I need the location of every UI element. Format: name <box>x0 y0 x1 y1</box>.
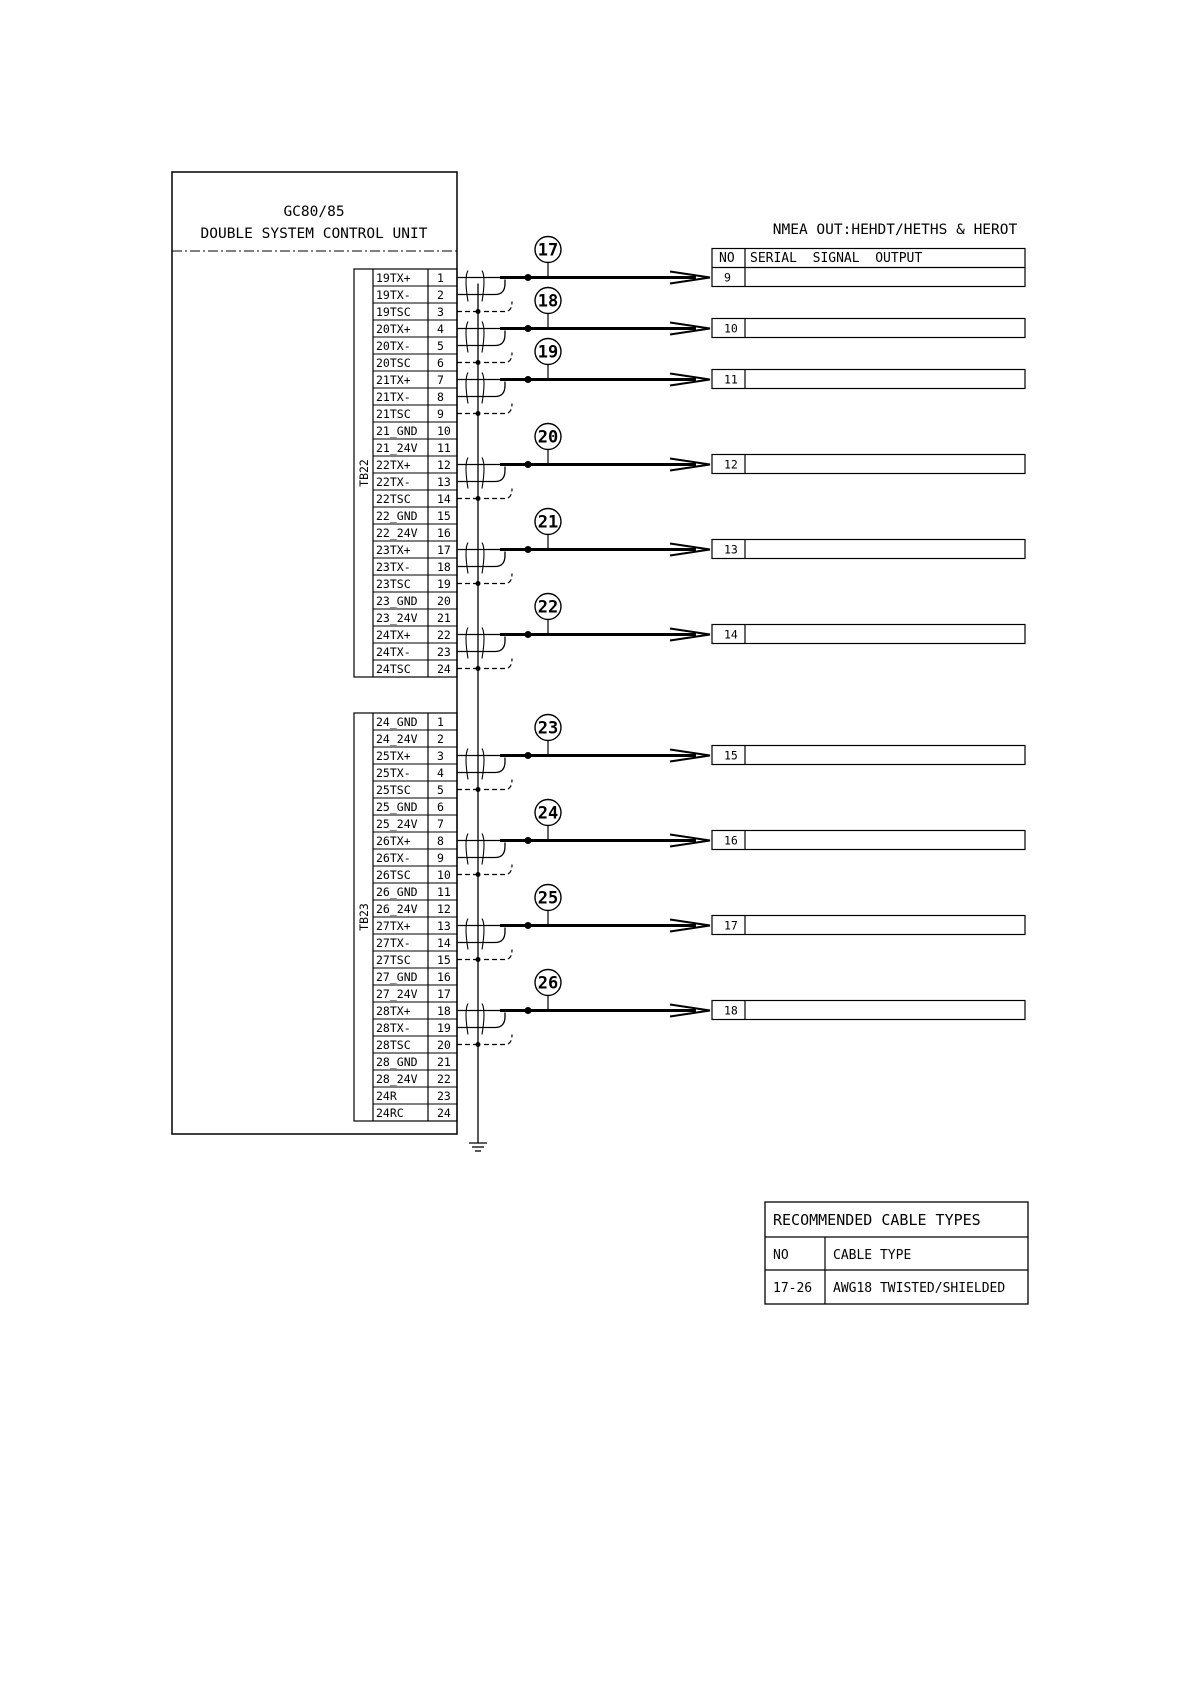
output-number: 17 <box>724 918 738 933</box>
terminal-label: 25TX- <box>376 766 411 780</box>
output-col-no: NO <box>719 251 735 266</box>
cable-number: 23 <box>537 718 559 739</box>
terminal-number: 22 <box>437 628 451 642</box>
output-number: 12 <box>724 457 738 472</box>
control-unit-model: GC80/85 <box>283 204 345 220</box>
terminal-label: 23TX- <box>376 560 411 574</box>
terminal-number: 6 <box>437 356 444 370</box>
output-row-box <box>712 540 1025 559</box>
terminal-label: 27TX- <box>376 936 411 950</box>
terminal-block-name: TB23 <box>357 903 371 931</box>
output-number: 18 <box>724 1003 738 1018</box>
terminal-label: 26TX- <box>376 851 411 865</box>
terminal-label: 25_24V <box>376 817 418 831</box>
terminal-number: 24 <box>437 662 451 676</box>
terminal-number: 12 <box>437 902 451 916</box>
output-row-box <box>712 746 1025 765</box>
shield-ground-dot <box>476 1042 481 1047</box>
terminal-number: 15 <box>437 509 451 523</box>
nmea-output-title: NMEA OUT:HEHDT/HETHS & HEROT <box>772 222 1018 238</box>
terminal-label: 22_24V <box>376 526 418 540</box>
shield-ground-dot <box>476 787 481 792</box>
terminal-number: 14 <box>437 492 451 506</box>
terminal-number: 11 <box>437 885 451 899</box>
terminal-number: 24 <box>437 1106 451 1120</box>
wire-shield-drain <box>484 865 512 875</box>
terminal-number: 9 <box>437 407 444 421</box>
terminal-label: 26TSC <box>376 868 411 882</box>
twist-marker <box>482 543 484 574</box>
terminal-label: 27_24V <box>376 987 418 1001</box>
wire-shield-drain <box>484 302 512 312</box>
terminal-number: 1 <box>437 271 444 285</box>
output-row-box <box>712 625 1025 644</box>
terminal-number: 14 <box>437 936 451 950</box>
shield-ground-dot <box>476 581 481 586</box>
terminal-number: 6 <box>437 800 444 814</box>
twist-marker <box>482 919 484 950</box>
twist-marker <box>482 458 484 489</box>
output-col-signal: SERIAL SIGNAL OUTPUT <box>750 251 923 266</box>
wire-shield-drain <box>484 574 512 584</box>
terminal-label: 25TSC <box>376 783 411 797</box>
terminal-number: 17 <box>437 987 451 1001</box>
terminal-label: 24TSC <box>376 662 411 676</box>
terminal-label: 27TX+ <box>376 919 411 933</box>
terminal-number: 13 <box>437 919 451 933</box>
terminal-number: 3 <box>437 749 444 763</box>
wire-tx-minus <box>457 758 505 773</box>
twist-marker <box>466 373 468 404</box>
wire-tx-minus <box>457 467 505 482</box>
cable-number: 20 <box>537 427 559 448</box>
shield-ground-dot <box>476 496 481 501</box>
terminal-number: 7 <box>437 373 444 387</box>
output-row-box <box>712 455 1025 474</box>
shield-ground-dot <box>476 360 481 365</box>
rec-table-title: RECOMMENDED CABLE TYPES <box>773 1211 981 1229</box>
wire-shield-drain <box>484 1035 512 1045</box>
terminal-label: 20TX- <box>376 339 411 353</box>
terminal-label: 23TSC <box>376 577 411 591</box>
terminal-label: 24_24V <box>376 732 418 746</box>
terminal-number: 4 <box>437 322 444 336</box>
terminal-label: 21TX+ <box>376 373 411 387</box>
terminal-number: 10 <box>437 868 451 882</box>
terminal-label: 23TX+ <box>376 543 411 557</box>
output-row-box <box>712 831 1025 850</box>
terminal-label: 21_24V <box>376 441 418 455</box>
terminal-label: 24RC <box>376 1106 404 1120</box>
terminal-number: 4 <box>437 766 444 780</box>
wire-shield-drain <box>484 404 512 414</box>
terminal-label: 19TX+ <box>376 271 411 285</box>
cable-number: 18 <box>537 291 559 312</box>
terminal-label: 22TX+ <box>376 458 411 472</box>
rec-table-cell-type: AWG18 TWISTED/SHIELDED <box>833 1281 1006 1296</box>
terminal-label: 26TX+ <box>376 834 411 848</box>
output-number: 13 <box>724 542 738 557</box>
cable-number: 26 <box>537 973 559 994</box>
twist-marker <box>482 322 484 353</box>
terminal-label: 24TX- <box>376 645 411 659</box>
terminal-label: 20TX+ <box>376 322 411 336</box>
rec-table-col-no: NO <box>773 1248 789 1263</box>
terminal-number: 19 <box>437 1021 451 1035</box>
terminal-number: 12 <box>437 458 451 472</box>
terminal-number: 16 <box>437 970 451 984</box>
twist-marker <box>482 834 484 865</box>
terminal-label: 22TX- <box>376 475 411 489</box>
terminal-number: 5 <box>437 339 444 353</box>
terminal-label: 27TSC <box>376 953 411 967</box>
wire-tx-minus <box>457 382 505 397</box>
cable-number: 24 <box>537 803 559 824</box>
terminal-label: 24_GND <box>376 715 418 729</box>
shield-ground-dot <box>476 872 481 877</box>
terminal-label: 24TX+ <box>376 628 411 642</box>
terminal-block-name: TB22 <box>357 459 371 487</box>
terminal-number: 8 <box>437 390 444 404</box>
terminal-number: 10 <box>437 424 451 438</box>
output-row-box <box>712 916 1025 935</box>
terminal-label: 26_24V <box>376 902 418 916</box>
wire-shield-drain <box>484 353 512 363</box>
terminal-number: 7 <box>437 817 444 831</box>
twist-marker <box>466 1004 468 1035</box>
terminal-number: 16 <box>437 526 451 540</box>
terminal-label: 28_GND <box>376 1055 418 1069</box>
twist-marker <box>482 749 484 780</box>
control-unit-name: DOUBLE SYSTEM CONTROL UNIT <box>200 226 428 242</box>
wire-tx-minus <box>457 843 505 858</box>
terminal-label: 25_GND <box>376 800 418 814</box>
wire-tx-minus <box>457 331 505 346</box>
output-number: 14 <box>724 627 738 642</box>
terminal-number: 3 <box>437 305 444 319</box>
wire-tx-minus <box>457 1013 505 1028</box>
cable-number: 17 <box>537 240 559 261</box>
wire-tx-minus <box>457 552 505 567</box>
output-row-box <box>712 319 1025 338</box>
cable-number: 22 <box>537 597 559 618</box>
terminal-number: 11 <box>437 441 451 455</box>
terminal-number: 13 <box>437 475 451 489</box>
terminal-label: 25TX+ <box>376 749 411 763</box>
shield-ground-dot <box>476 309 481 314</box>
wire-shield-drain <box>484 489 512 499</box>
terminal-label: 19TSC <box>376 305 411 319</box>
twist-marker <box>482 1004 484 1035</box>
twist-marker <box>482 628 484 659</box>
wire-tx-minus <box>457 280 505 295</box>
shield-ground-dot <box>476 666 481 671</box>
output-number: 9 <box>724 270 731 285</box>
output-row-box <box>712 370 1025 389</box>
twist-marker <box>466 919 468 950</box>
terminal-number: 22 <box>437 1072 451 1086</box>
terminal-label: 28_24V <box>376 1072 418 1086</box>
terminal-label: 20TSC <box>376 356 411 370</box>
output-number: 11 <box>724 372 738 387</box>
rec-table-cell-no: 17-26 <box>773 1281 813 1296</box>
terminal-label: 28TX- <box>376 1021 411 1035</box>
cable-number: 25 <box>537 888 559 909</box>
wire-shield-drain <box>484 780 512 790</box>
twist-marker <box>466 543 468 574</box>
terminal-number: 2 <box>437 732 444 746</box>
terminal-label: 27_GND <box>376 970 418 984</box>
terminal-number: 20 <box>437 1038 451 1052</box>
wire-shield-drain <box>484 659 512 669</box>
generated-diagram-elements <box>354 237 1025 1152</box>
terminal-number: 15 <box>437 953 451 967</box>
terminal-number: 2 <box>437 288 444 302</box>
cable-number: 21 <box>537 512 559 533</box>
shield-ground-dot <box>476 957 481 962</box>
terminal-label: 23_GND <box>376 594 418 608</box>
terminal-label: 21TX- <box>376 390 411 404</box>
twist-marker <box>482 271 484 302</box>
terminal-number: 21 <box>437 611 451 625</box>
wire-tx-minus <box>457 637 505 652</box>
shield-ground-dot <box>476 411 481 416</box>
terminal-label: 26_GND <box>376 885 418 899</box>
output-number: 10 <box>724 321 738 336</box>
terminal-number: 19 <box>437 577 451 591</box>
terminal-label: 23_24V <box>376 611 418 625</box>
output-row-box <box>712 1001 1025 1020</box>
output-number: 15 <box>724 748 738 763</box>
wire-tx-minus <box>457 928 505 943</box>
terminal-number: 1 <box>437 715 444 729</box>
output-number: 16 <box>724 833 738 848</box>
terminal-number: 23 <box>437 1089 451 1103</box>
terminal-label: 22TSC <box>376 492 411 506</box>
terminal-label: 19TX- <box>376 288 411 302</box>
terminal-number: 8 <box>437 834 444 848</box>
rec-table-col-type: CABLE TYPE <box>833 1248 912 1263</box>
twist-marker <box>466 834 468 865</box>
terminal-label: 24R <box>376 1089 397 1103</box>
terminal-label: 21_GND <box>376 424 418 438</box>
terminal-number: 23 <box>437 645 451 659</box>
terminal-number: 17 <box>437 543 451 557</box>
twist-marker <box>466 628 468 659</box>
terminal-number: 9 <box>437 851 444 865</box>
twist-marker <box>466 749 468 780</box>
twist-marker <box>466 271 468 302</box>
wire-shield-drain <box>484 950 512 960</box>
terminal-number: 18 <box>437 560 451 574</box>
terminal-number: 18 <box>437 1004 451 1018</box>
twist-marker <box>482 373 484 404</box>
cable-number: 19 <box>537 342 559 363</box>
twist-marker <box>466 322 468 353</box>
twist-marker <box>466 458 468 489</box>
terminal-number: 20 <box>437 594 451 608</box>
terminal-number: 5 <box>437 783 444 797</box>
terminal-label: 28TX+ <box>376 1004 411 1018</box>
terminal-label: 22_GND <box>376 509 418 523</box>
terminal-label: 21TSC <box>376 407 411 421</box>
terminal-label: 28TSC <box>376 1038 411 1052</box>
terminal-number: 21 <box>437 1055 451 1069</box>
